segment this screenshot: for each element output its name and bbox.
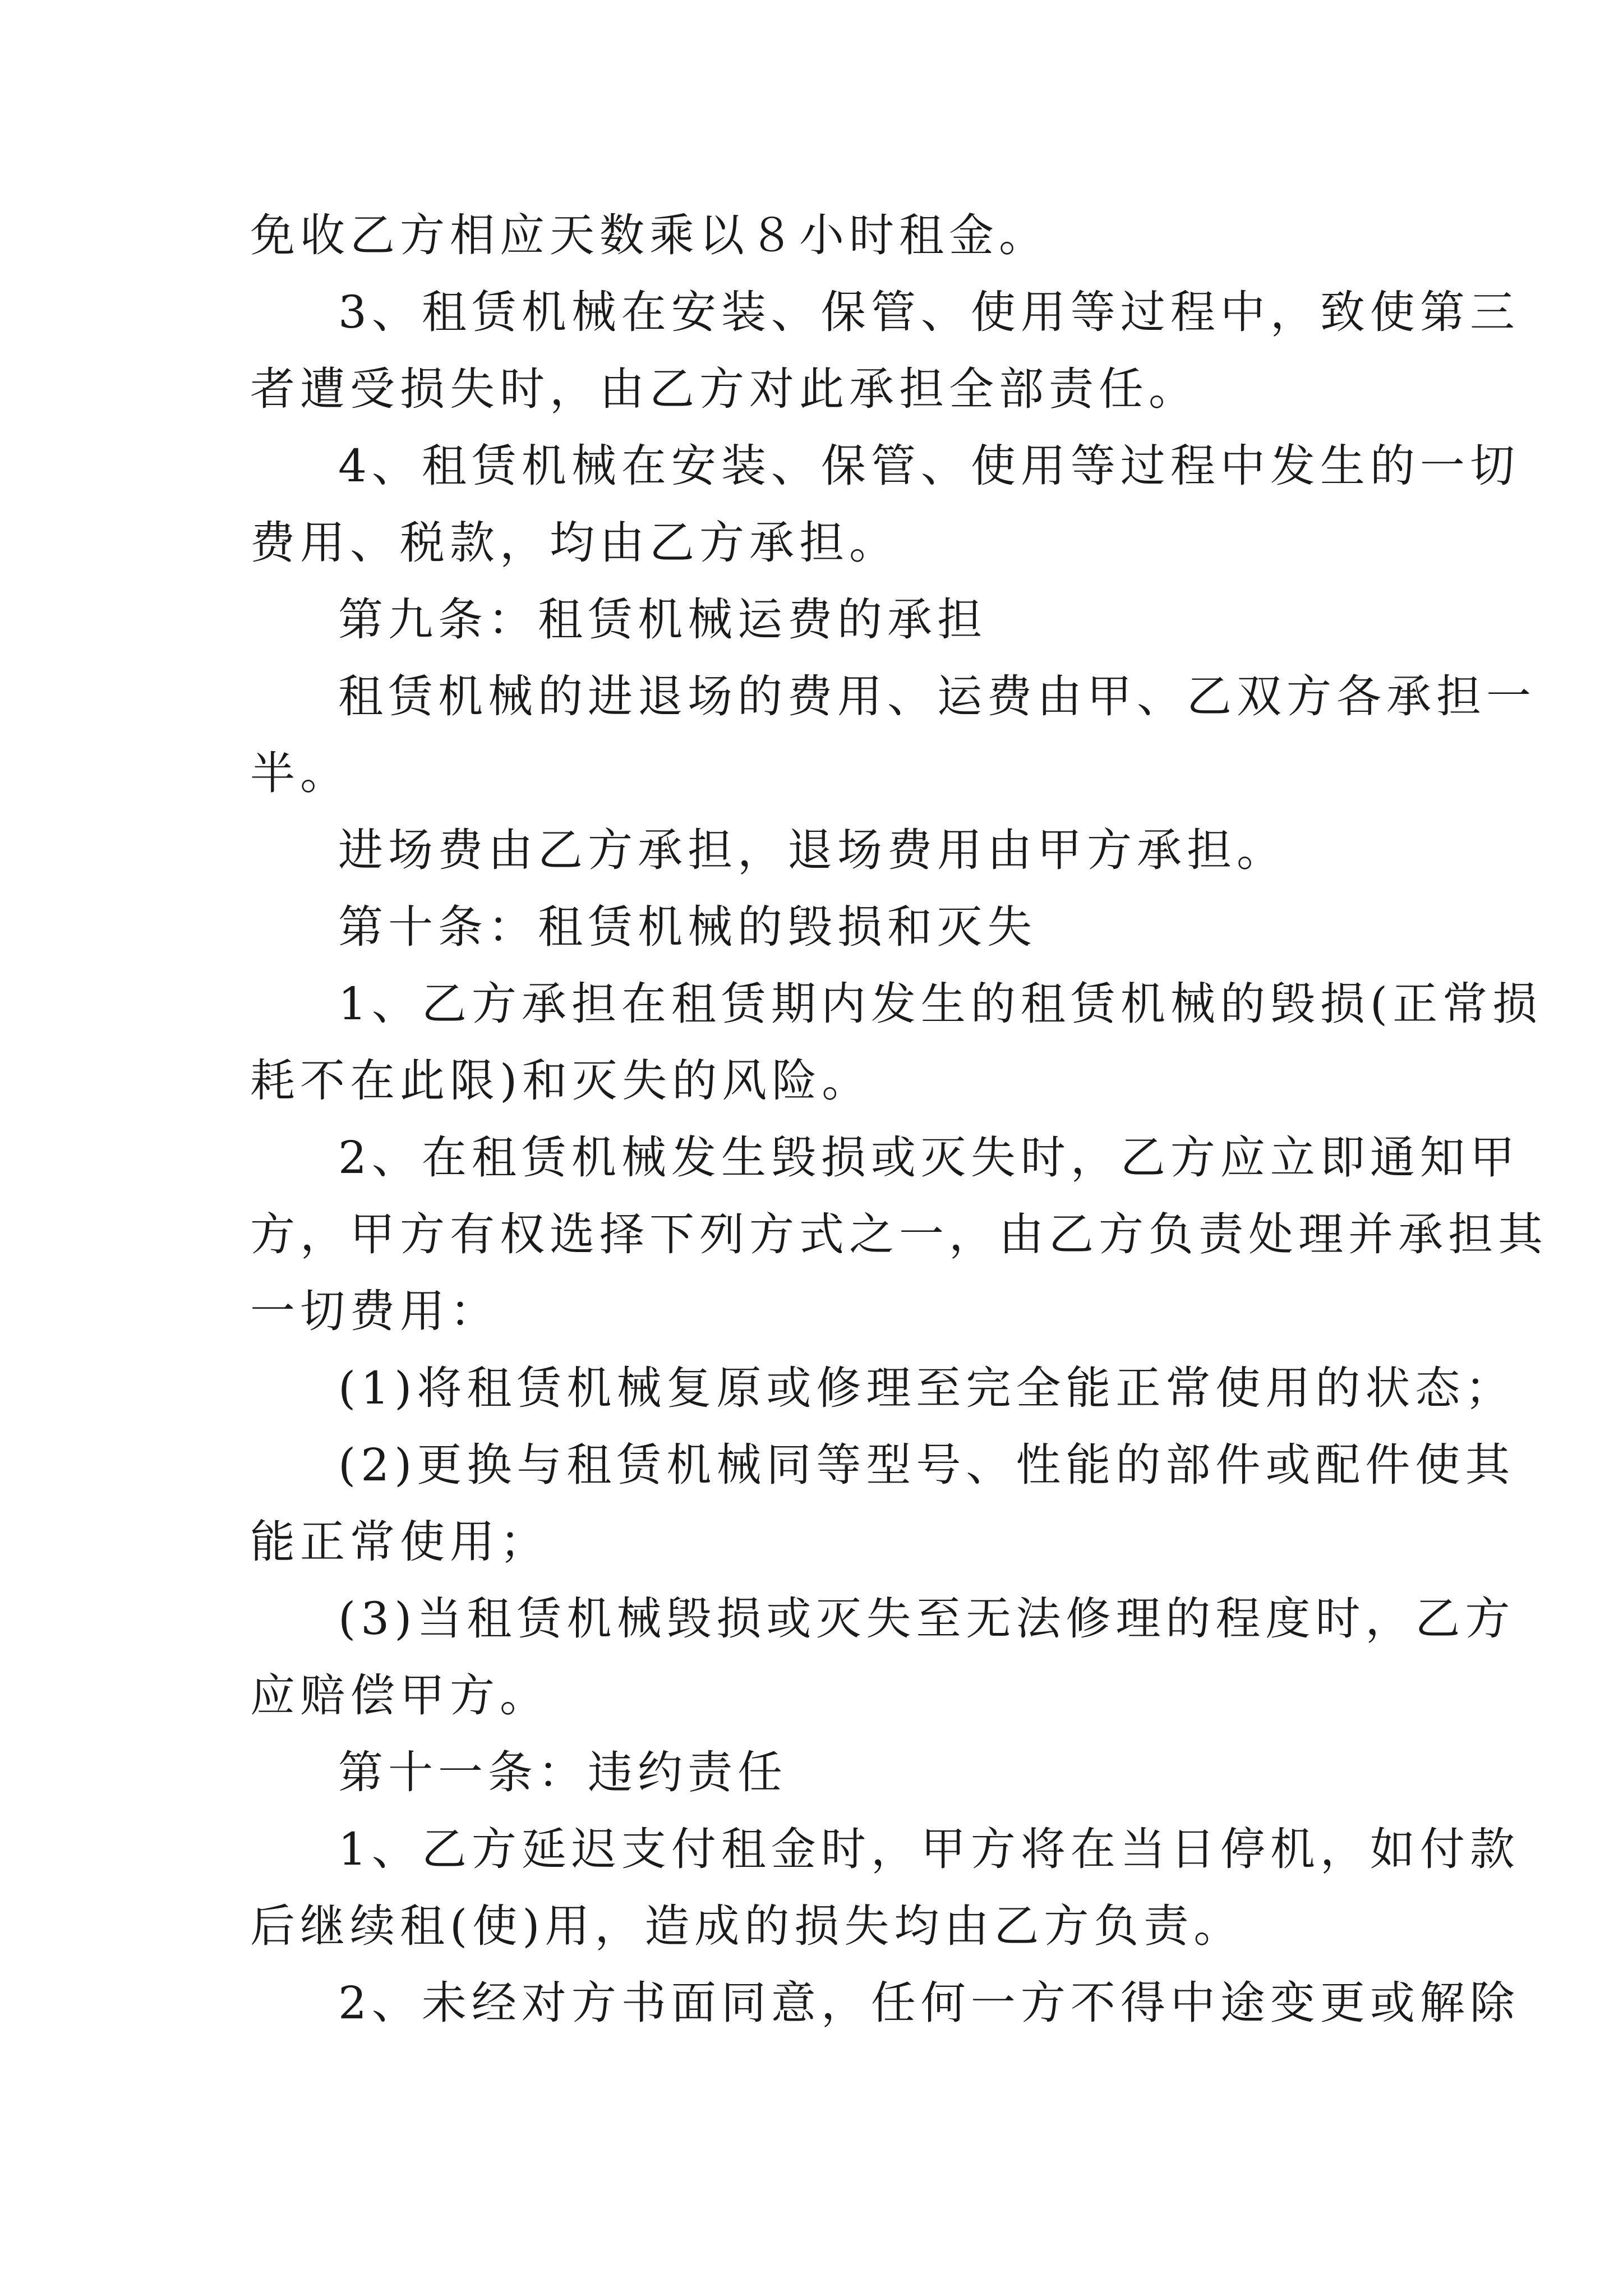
body-line: 1、乙方延迟支付租金时，甲方将在当日停机，如付款 [338, 1823, 1520, 1875]
body-line: 进场费由乙方承担，退场费用由甲方承担。 [338, 824, 1287, 876]
body-line: 应赔偿甲方。 [250, 1669, 550, 1722]
body-line: 后继续租(使)用，造成的损失均由乙方负责。 [250, 1900, 1244, 1952]
body-line: 者遭受损失时，由乙方对此承担全部责任。 [250, 363, 1198, 415]
body-line: 费用、税款，均由乙方承担。 [250, 517, 899, 569]
body-line: (3)当租赁机械毁损或灭失至无法修理的程度时，乙方 [338, 1593, 1515, 1645]
body-line: 能正常使用； [250, 1516, 550, 1568]
body-line: (2)更换与租赁机械同等型号、性能的部件或配件使其 [338, 1439, 1515, 1491]
body-line: 2、在租赁机械发生毁损或灭失时，乙方应立即通知甲 [338, 1131, 1520, 1184]
body-line: 租赁机械的进退场的费用、运费由甲、乙双方各承担一 [338, 670, 1536, 723]
body-line: 4、租赁机械在安装、保管、使用等过程中发生的一切 [338, 440, 1520, 492]
body-line: 1、乙方承担在租赁期内发生的租赁机械的毁损(正常损 [338, 978, 1543, 1030]
body-line: (1)将租赁机械复原或修理至完全能正常使用的状态； [338, 1362, 1515, 1414]
body-line: 方，甲方有权选择下列方式之一，由乙方负责处理并承担其 [250, 1208, 1548, 1260]
body-line: 耗不在此限)和灭失的风险。 [250, 1055, 872, 1107]
body-line: 一切费用： [250, 1285, 500, 1337]
body-line: 半。 [250, 747, 350, 799]
body-line: 3、租赁机械在安装、保管、使用等过程中，致使第三 [338, 286, 1520, 338]
body-line: 免收乙方相应天数乘以８小时租金。 [250, 209, 1049, 261]
section-heading: 第九条：租赁机械运费的承担 [338, 593, 987, 646]
section-heading: 第十条：租赁机械的毁损和灭失 [338, 901, 1037, 953]
body-line: 2、未经对方书面同意，任何一方不得中途变更或解除 [338, 1977, 1520, 2029]
section-heading: 第十一条：违约责任 [338, 1746, 787, 1798]
